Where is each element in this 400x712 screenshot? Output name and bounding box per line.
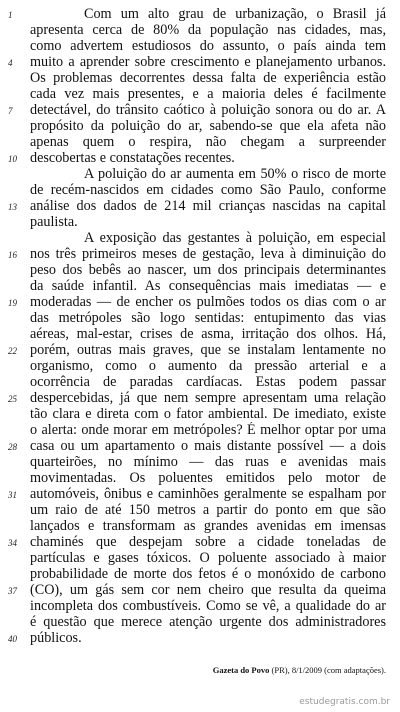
line-number: 19 [8,298,17,308]
line-text: detectável, do trânsito caótico à poluição sonora ou do ar. A [30,102,386,118]
text-line [0,182,400,198]
text-line [0,310,400,326]
line-text: organismo, como o aumento da pressão arterial e a [30,358,386,374]
line-text: incompleta dos combustíveis. Como se vê, a qualidade do ar [30,598,386,614]
text-line [0,86,400,102]
line-text: movimentadas. Os poluentes emitidos pelo motor de [30,470,386,486]
text-line [0,550,400,566]
line-text: paulista. [30,214,78,230]
line-text: aéreas, mal-estar, crises de asma, irritação dos olhos. Há, [30,326,386,342]
line-text: chaminés que despejam sobre a cidade toneladas de [30,534,386,550]
line-text: Os problemas decorrentes dessa falta de experiência estão [30,70,386,86]
line-number: 37 [8,586,17,596]
text-line [0,502,400,518]
text-line [0,390,400,406]
text-line [0,518,400,534]
text-line [0,230,400,246]
text-line [0,566,400,582]
text-line [0,326,400,342]
text-line [0,614,400,630]
line-number: 28 [8,442,17,452]
text-line [0,342,400,358]
text-line [0,486,400,502]
line-text: públicos. [30,630,82,646]
line-text: tão clara e direta com o fator ambiental. De imediato, existe [30,406,386,422]
text-line [0,22,400,38]
text-line [0,534,400,550]
line-number: 4 [8,58,13,68]
text-line [0,262,400,278]
line-text: é questão que merece atenção urgente dos administradores [30,614,386,630]
line-number: 10 [8,154,17,164]
line-text: probabilidade de morte dos fetos é o monóxido de carbono [30,566,386,582]
text-line [0,198,400,214]
line-number: 1 [8,10,13,20]
line-number: 16 [8,250,17,260]
text-line [0,470,400,486]
line-number: 22 [8,346,17,356]
line-number: 31 [8,490,17,500]
line-number: 25 [8,394,17,404]
text-line [0,630,400,646]
line-text: descobertas e constatações recentes. [30,150,235,166]
text-line [0,438,400,454]
text-line [0,294,400,310]
line-text: muito a aprender sobre crescimento e planejamento urbanos. [30,54,386,70]
line-text: de recém-nascidos em cidades como São Paulo, conforme [30,182,386,198]
line-number: 34 [8,538,17,548]
line-number: 13 [8,202,17,212]
line-text: Com um alto grau de urbanização, o Brasil já [84,6,386,22]
line-text: despercebidas, já que nem sempre apresentam uma relação [30,390,386,406]
text-line [0,422,400,438]
line-text: das metrópoles são logo sentidas: entupimento das vias [30,310,386,326]
text-line [0,150,400,166]
text-line [0,598,400,614]
line-text: o alerta: onde morar em metrópoles? É melhor optar por uma [30,422,386,438]
line-text: quarteirões, no mínimo — das ruas e avenidas mais [30,454,386,470]
line-text: nos três primeiros meses de gestação, leva à diminuição do [30,246,386,262]
line-text: propósito da poluição do ar, sabendo-se que ela afeta não [30,118,386,134]
text-line [0,70,400,86]
article-text [0,6,400,646]
text-line [0,246,400,262]
source-details: (PR), 8/1/2009 (com adaptações). [269,665,386,675]
line-text: como advertem estudiosos do assunto, o país ainda tem [30,38,386,54]
text-line [0,278,400,294]
source-citation [0,665,386,675]
line-number: 7 [8,106,13,116]
line-text: um raio de até 150 metros a partir do ponto em que são [30,502,386,518]
line-text: ocorrência de paradas cardíacas. Estas podem passar [30,374,386,390]
line-number: 40 [8,634,17,644]
text-line [0,118,400,134]
text-line [0,6,400,22]
line-text: apresenta cerca de 80% da população nas cidades, mas, [30,22,386,38]
line-text: porém, outras mais graves, que se instalam lentamente no [30,342,386,358]
line-text: automóveis, ônibus e caminhões geralmente se espalham por [30,486,386,502]
line-text: A exposição das gestantes à poluição, em especial [84,230,386,246]
text-line [0,102,400,118]
line-text: moderadas — de encher os pulmões todos os dias com o ar [30,294,386,310]
text-line [0,358,400,374]
line-text: (CO), um gás sem cor nem cheiro que resulta da queima [30,582,386,598]
line-text: peso dos bebês ao nascer, um dos principais determinantes [30,262,386,278]
text-line [0,406,400,422]
line-text: lançados e transformam as grandes avenidas em imensas [30,518,386,534]
text-line [0,38,400,54]
line-text: da saúde infantil. As consequências mais imediatas — e [30,278,386,294]
line-text: A poluição do ar aumenta em 50% o risco de morte [84,166,386,182]
line-text: apenas quem o respira, não chegam a surpreender [30,134,386,150]
text-line [0,454,400,470]
text-line [0,582,400,598]
text-line [0,166,400,182]
watermark: estudegratis.com.br [299,697,390,707]
text-line [0,54,400,70]
line-text: cada vez mais presentes, e a maioria deles é facilmente [30,86,386,102]
line-text: partículas e gases tóxicos. O poluente associado à maior [30,550,386,566]
text-line [0,214,400,230]
line-text: casa ou um apartamento o mais distante possível — a dois [30,438,386,454]
line-text: análise dos dados de 214 mil crianças nascidas na capital [30,198,386,214]
text-line [0,134,400,150]
source-publication: Gazeta do Povo [212,665,270,675]
text-line [0,374,400,390]
